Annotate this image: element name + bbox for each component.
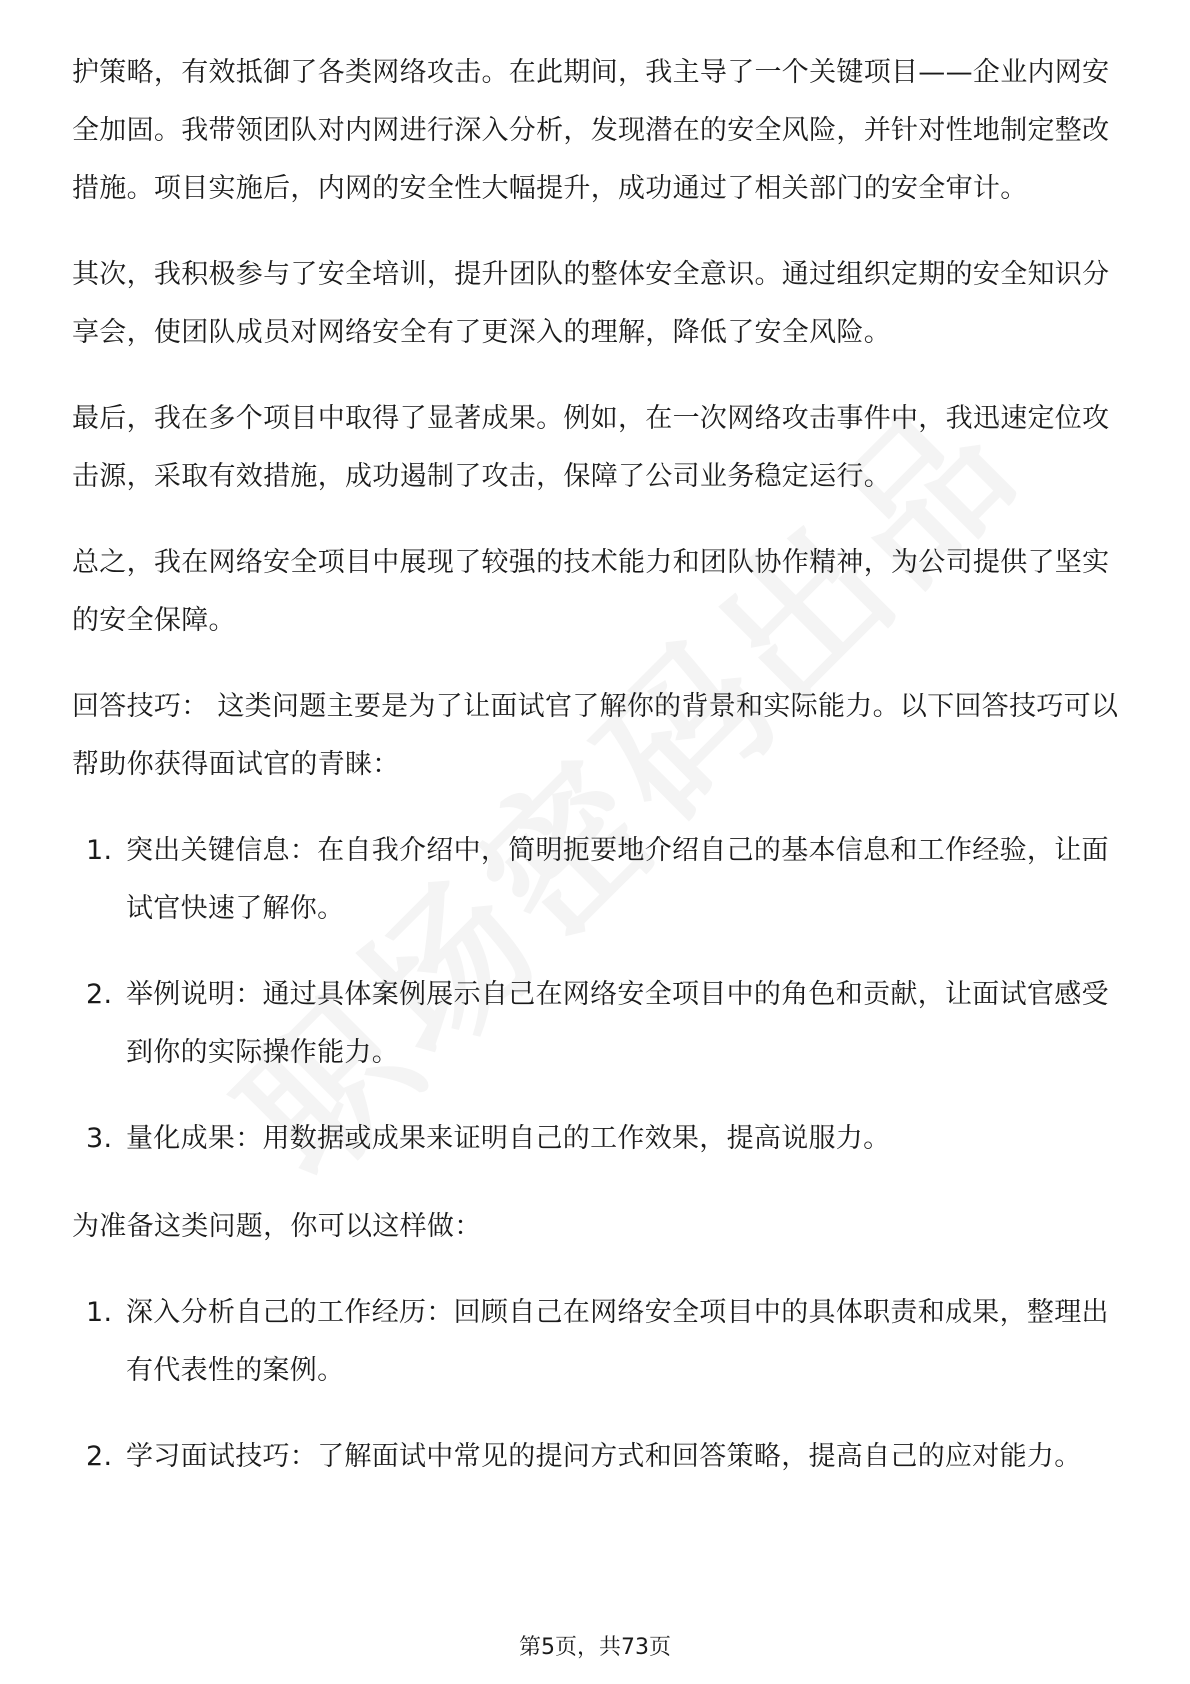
paragraph-conclusion: 总之，我在网络安全项目中展现了较强的技术能力和团队协作精神，为公司提供了坚实的安全保障。 xyxy=(72,547,1110,636)
list-number: 2. xyxy=(86,979,113,1010)
paragraph-achievements: 最后，我在多个项目中取得了显著成果。例如，在一次网络攻击事件中，我迅速定位攻击源，采取有效措施，成功遏制了攻击，保障了公司业务稳定运行。 xyxy=(72,403,1110,492)
list-number: 2. xyxy=(86,1441,113,1472)
tips-list xyxy=(72,822,1122,1168)
list-item xyxy=(72,1428,1122,1486)
list-item-text: 举例说明：通过具体案例展示自己在网络安全项目中的角色和贡献，让面试官感受到你的实际操作能力。 xyxy=(126,979,1109,1068)
page-footer: 第5页，共73页 xyxy=(519,1635,671,1660)
list-item-text: 深入分析自己的工作经历：回顾自己在网络安全项目中的具体职责和成果，整理出有代表性的案例。 xyxy=(126,1297,1109,1386)
list-item-text: 突出关键信息：在自我介绍中，简明扼要地介绍自己的基本信息和工作经验，让面试官快速了解你。 xyxy=(126,835,1109,924)
list-number: 1. xyxy=(86,1297,113,1328)
paragraph-project-summary: 护策略，有效抵御了各类网络攻击。在此期间，我主导了一个关键项目——企业内网安全加固。我带领团队对内网进行深入分析，发现潜在的安全风险，并针对性地制定整改措施。项目实施后，内网的安全性大幅提升，成功通过了相关部门的安全审计。 xyxy=(72,57,1110,204)
list-item xyxy=(72,822,1122,938)
document-body xyxy=(72,44,1122,1516)
list-item xyxy=(72,1284,1122,1400)
list-item-text: 学习面试技巧：了解面试中常见的提问方式和回答策略，提高自己的应对能力。 xyxy=(126,1441,1082,1472)
list-item xyxy=(72,966,1122,1082)
list-number: 1. xyxy=(86,835,113,866)
paragraph-answer-tips: 回答技巧： 这类问题主要是为了让面试官了解你的背景和实际能力。以下回答技巧可以帮助你获得面试官的青睐： xyxy=(72,691,1119,780)
paragraph-prep-intro: 为准备这类问题，你可以这样做： xyxy=(72,1211,482,1242)
list-item-text: 量化成果：用数据或成果来证明自己的工作效果，提高说服力。 xyxy=(126,1123,891,1154)
prep-list xyxy=(72,1284,1122,1486)
list-number: 3. xyxy=(86,1123,113,1154)
list-item xyxy=(72,1110,1122,1168)
paragraph-training: 其次，我积极参与了安全培训，提升团队的整体安全意识。通过组织定期的安全知识分享会，使团队成员对网络安全有了更深入的理解，降低了安全风险。 xyxy=(72,259,1110,348)
